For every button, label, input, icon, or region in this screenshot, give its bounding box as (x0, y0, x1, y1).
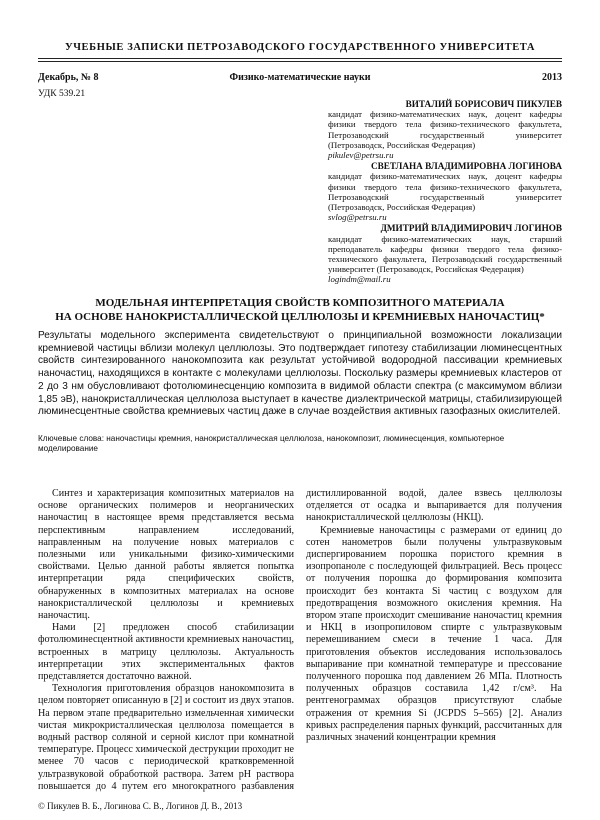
header-rule-bottom (38, 61, 562, 62)
author-affiliation: кандидат физико-математических наук, доцент кафедры физики твердого тела физико-технического факультета, Петрозаводский государственный университет (Петрозаводск, Российская Федерация) (328, 109, 562, 150)
body-paragraph: Технология приготовления образцов нанокомпозита в целом повторяет описанную в [2] и состоит из двух этапов. На первом этапе предварительно измельченная химически чистая микрокристаллическая целлюлоза помещается в водный раствор соляной и серной кислот при комнатной температуре. Процесс химической деструкции проходит не менее 70 часов с периодической кратковременной ультразвуковой обработкой раствора. Затем pH раствора повышается до 4 путем его многократного разбавления дистиллированной водой, далее взвесь целлюлозы отделяется от осадка и выпаривается для получения нанокристаллической целлюлозы (НКЦ). (38, 488, 562, 792)
udk-code: УДК 539.21 (38, 89, 86, 99)
title-line-1: МОДЕЛЬНАЯ ИНТЕРПРЕТАЦИЯ СВОЙСТВ КОМПОЗИТНОГО МАТЕРИАЛА (95, 297, 505, 309)
body-paragraph: Кремниевые наночастицы с размерами от единиц до сотен нанометров были получены ультразвуковым диспергированием порошка пористого кремния в изопропаноле с последующей фильтрацией. Весь процесс от получения порошка до формирования композита происходит без контакта Si частиц с воздухом для предотвращения возможного окисления кремния. На втором этапе происходит смешивание наночастиц кремния и НКЦ в изопропиловом спирте с ультразвуковым перемешиванием смеси в течение 1 часа. Для приготовления объектов исследования использовалось выпаривание при комнатной температуре и прессование полученного порошка под давлением 26 МПа. Плотность полученных образцов составила 1,42 г/см³. На рентгенограммах образцов присутствуют слабые отражения от кремния Si (JCPDS 5–565) [2]. Анализ кривых распределения парных функций, рассчитанных для различных значений концентрации кремния (306, 524, 562, 744)
author-block (328, 99, 562, 286)
issue-number: Декабрь, № 8 (38, 72, 99, 83)
article-title (38, 296, 562, 324)
author-email[interactable]: logindm@mail.ru (328, 274, 391, 285)
journal-title: УЧЕБНЫЕ ЗАПИСКИ ПЕТРОЗАВОДСКОГО ГОСУДАРСТВЕННОГО УНИВЕРСИТЕТА (64, 42, 536, 53)
author-affiliation: кандидат физико-математических наук, доцент кафедры физики твердого тела физико-технического факультета, Петрозаводский государственный университет (Петрозаводск, Российская Федерация) (328, 171, 562, 213)
author-1 (328, 99, 562, 160)
title-line-2: НА ОСНОВЕ НАНОКРИСТАЛЛИЧЕСКОЙ ЦЕЛЛЮЛОЗЫ И КРЕМНИЕВЫХ НАНОЧАСТИЦ* (55, 311, 545, 323)
abstract: Результаты модельного эксперимента свидетельствуют о принципиальной возможности локализации кремниевой частицы вблизи молекул целлюлозы. Это подтверждает гипотезу стабилизации люминесцентных свойств синтезированного нанокомпозита как результат устойчивой водородной пассивации кремниевых наночастиц, находящихся в контакте с молекулами целлюлозы. Поскольку размеры кремниевых кластеров от 2 до 3 нм обусловливают фотолюминесценцию композита в видимой области спектра (с максимумом вблизи 1,85 эВ), нанокристаллическая целлюлоза выступает в качестве диэлектрической матрицы, стабилизирующей люминесцентные свойства кремниевых частиц даже в случае воздействия активных газофазных окислителей. (38, 330, 562, 418)
copyright-footnote: © Пикулев В. Б., Логинова С. В., Логинов Д. В., 2013 (38, 801, 243, 811)
body-paragraph: Нами [2] предложен способ стабилизации фотолюминесцентной активности кремниевых наночастиц, встроенных в матрицу целлюлозы. Актуальность интерпретации этих экспериментальных фактов представляется достаточно важной. (38, 622, 294, 683)
paper-page (38, 0, 562, 820)
author-affiliation: кандидат физико-математических наук, старший преподаватель кафедры физики твердого тела физико-технического факультета, Петрозаводский государственный университет (Петрозаводск, Российская Федерация) (328, 233, 562, 275)
author-name: ДМИТРИЙ ВЛАДИМИРОВИЧ ЛОГИНОВ (380, 223, 562, 234)
author-email[interactable]: svlog@petrsu.ru (328, 212, 387, 223)
author-3 (328, 223, 562, 284)
section-name: Физико-математические науки (229, 72, 371, 83)
author-name: ВИТАЛИЙ БОРИСОВИЧ ПИКУЛЕВ (405, 99, 562, 109)
issue-year: 2013 (542, 72, 562, 83)
author-2 (328, 161, 562, 222)
header-rule-top (38, 58, 562, 59)
body-paragraph: Синтез и характеризация композитных материалов на основе органических полимеров и неорганических наночастиц в настоящее время представляется весьма перспективным направлением исследований, направленным на получение новых материалов с полезными или уникальными физико-химическими свойствами. Целью данной работы является попытка интерпретации ряда специфических свойств, обнаруженных в композитных материалах на основе нанокристаллической целлюлозы и кремниевых наночастиц. (38, 488, 294, 622)
keywords: Ключевые слова: наночастицы кремния, нанокристаллическая целлюлоза, нанокомпозит, люминесценция, компьютерное моделирование (38, 434, 505, 454)
body-text (38, 488, 562, 798)
author-email[interactable]: pikulev@petrsu.ru (328, 150, 394, 161)
author-name: СВЕТЛАНА ВЛАДИМИРОВНА ЛОГИНОВА (370, 161, 562, 172)
